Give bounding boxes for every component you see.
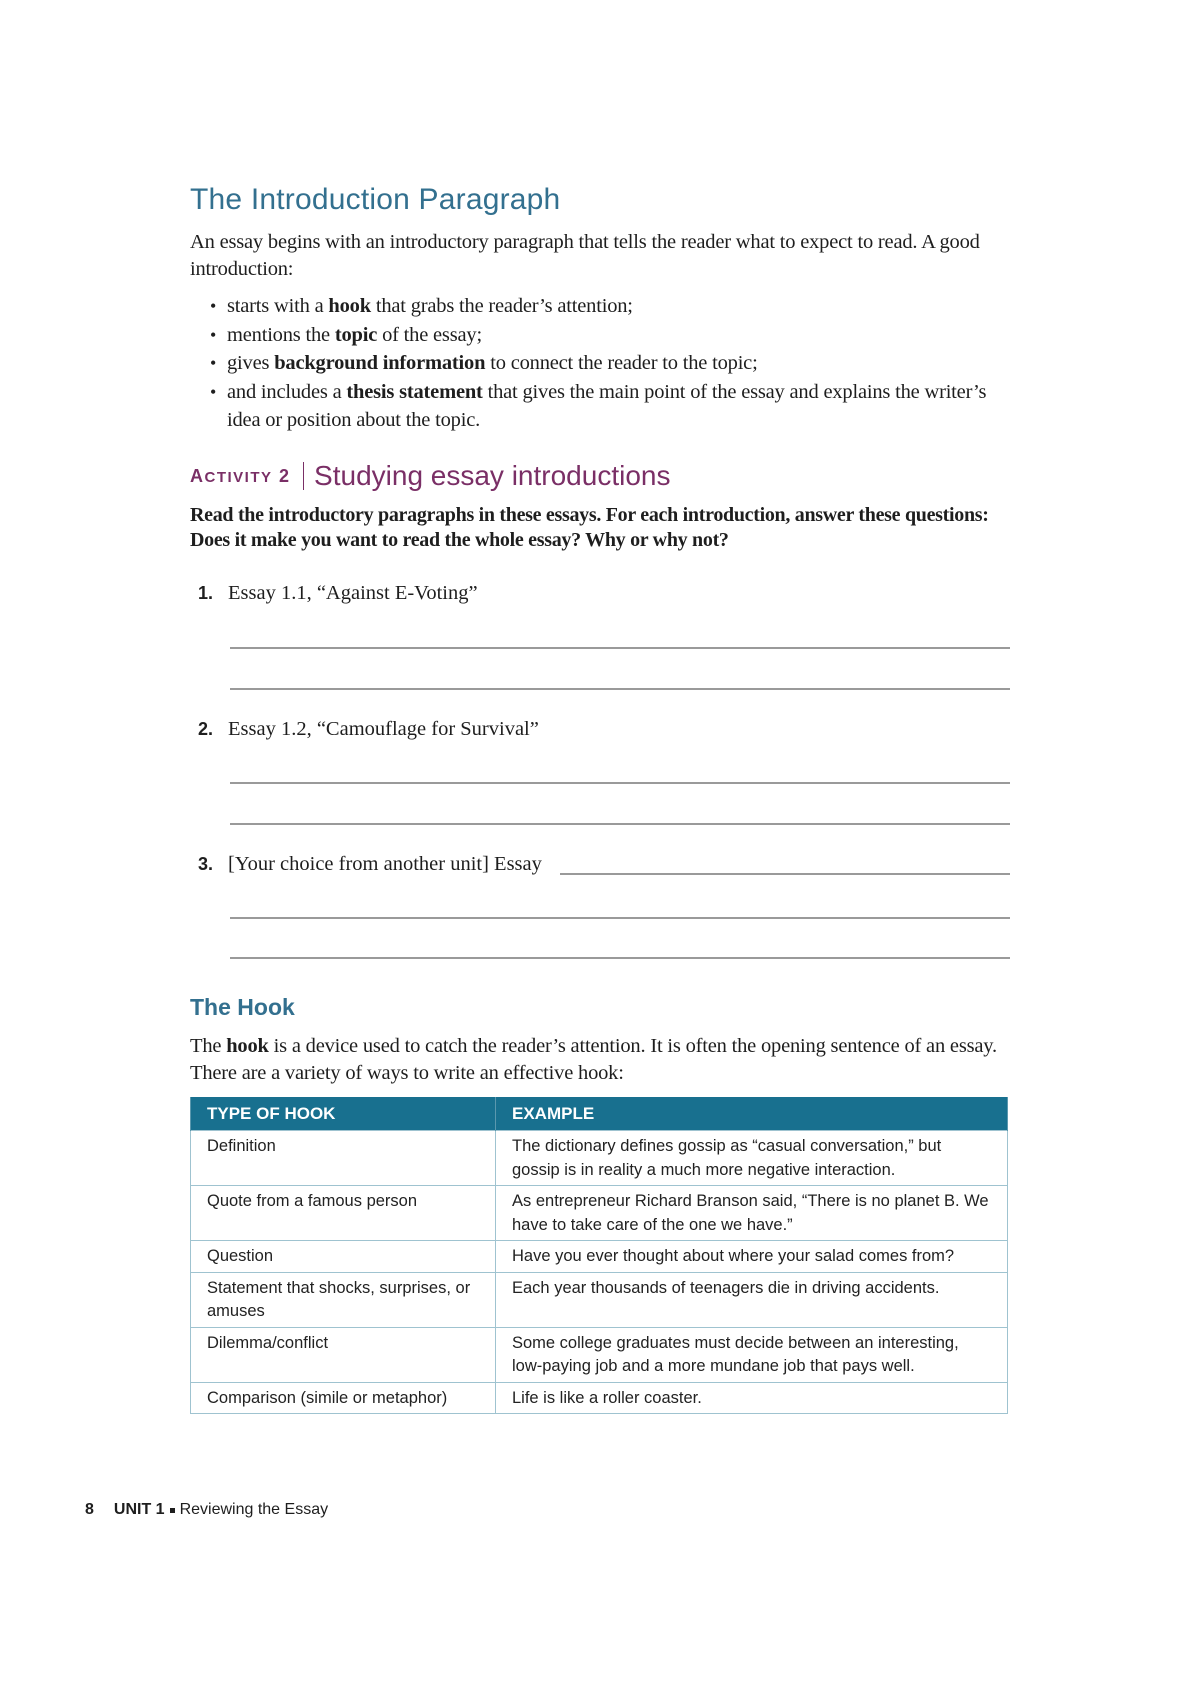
answer-line[interactable] [230,823,1010,825]
table-row [191,1241,1008,1273]
unit-label: UNIT 1 [113,1501,165,1518]
essay-choice-line[interactable] [560,873,1010,875]
bullet-text: to connect the reader to the topic; [485,352,758,374]
table-header-row [191,1097,1008,1131]
section-heading-introduction: The Introduction Paragraph [190,183,561,216]
hook-text: is a device used to catch the reader’s attention. It is often the opening sentence of an essay. There are a variety of ways to write an effective hook: [190,1035,997,1084]
hook-example-cell: The dictionary defines gossip as “casual conversation,” but gossip is in reality a much more negative interaction. [496,1131,1008,1186]
intro-paragraph: An essay begins with an introductory paragraph that tells the reader what to expect to read. A good introduction: [190,231,980,280]
activity-label-rest: CTIVITY [204,468,273,486]
answer-line[interactable] [230,782,1010,784]
activity-header [190,460,670,492]
activity-title: Studying essay introductions [314,460,671,491]
hook-keyword: hook [226,1035,269,1057]
bullet-item [210,292,990,321]
hook-paragraph [190,1033,1010,1087]
bullet-keyword: hook [328,295,371,317]
bullet-item [210,378,990,435]
hook-type-cell: Comparison (simile or metaphor) [191,1382,496,1414]
hook-example-cell: Each year thousands of teenagers die in driving accidents. [496,1272,1008,1327]
question-3 [198,853,542,876]
bullet-item [210,321,990,350]
question-number: 3. [198,854,214,874]
hook-example-cell: Have you ever thought about where your salad comes from? [496,1241,1008,1273]
table-row [191,1327,1008,1382]
table-row [191,1272,1008,1327]
question-text: Essay 1.1, “Against E-Voting” [228,582,478,604]
activity-label [190,466,291,487]
hook-example-cell: Some college graduates must decide between an interesting, low-paying job and a more mundane job that pays well. [496,1327,1008,1382]
bullet-text: of the essay; [377,323,482,346]
hook-types-table [190,1097,1008,1414]
bullet-keyword: topic [334,323,378,346]
page-number: 8 [85,1501,94,1518]
hook-text: The [190,1035,227,1057]
answer-line[interactable] [230,647,1010,649]
square-bullet-icon [170,1508,175,1513]
bullet-text: that grabs the reader’s attention; [370,295,633,317]
answer-line[interactable] [230,917,1010,919]
activity-number: 2 [279,465,291,486]
activity-instructions: Read the introductory paragraphs in these essays. For each introduction, answer these questions: Does it make you want to read the whole essay? Why or why not? [190,504,989,551]
table-row [191,1131,1008,1186]
hook-example-cell: As entrepreneur Richard Branson said, “There is no planet B. We have to take care of the one we have.” [496,1186,1008,1241]
activity-label-initial: A [190,465,205,486]
hook-type-cell: Question [191,1241,496,1273]
bullet-item [210,349,990,378]
question-text: Essay 1.2, “Camouflage for Survival” [228,718,539,740]
answer-line[interactable] [230,957,1010,959]
bullet-keyword: thesis statement [346,380,483,403]
column-header-example: EXAMPLE [496,1097,1008,1131]
answer-line[interactable] [230,688,1010,690]
hook-type-cell: Definition [191,1131,496,1186]
bullet-text: starts with a [227,295,329,317]
section-heading-hook: The Hook [190,994,295,1020]
hook-type-cell: Quote from a famous person [191,1186,496,1241]
hook-type-cell: Dilemma/conflict [191,1327,496,1382]
table-row [191,1382,1008,1414]
table-row [191,1186,1008,1241]
hook-type-cell: Statement that shocks, surprises, or amuses [191,1272,496,1327]
intro-bullet-list [210,292,990,435]
page-footer [85,1501,328,1519]
column-header-type: TYPE OF HOOK [191,1097,496,1131]
bullet-text: and includes a [227,380,347,403]
question-text: [Your choice from another unit] Essay [228,853,542,875]
bullet-text: mentions the [227,323,335,346]
question-number: 2. [198,719,214,739]
question-number: 1. [198,583,214,603]
question-2 [198,718,539,741]
bullet-text: gives [227,352,275,374]
hook-example-cell: Life is like a roller coaster. [496,1382,1008,1414]
question-1 [198,582,478,605]
activity-divider [303,462,305,490]
bullet-text: that gives the main point of the essay and explains the writer’s idea or position about the topic. [227,380,987,431]
bullet-keyword: background information [274,352,486,374]
unit-title: Reviewing the Essay [179,1501,329,1518]
